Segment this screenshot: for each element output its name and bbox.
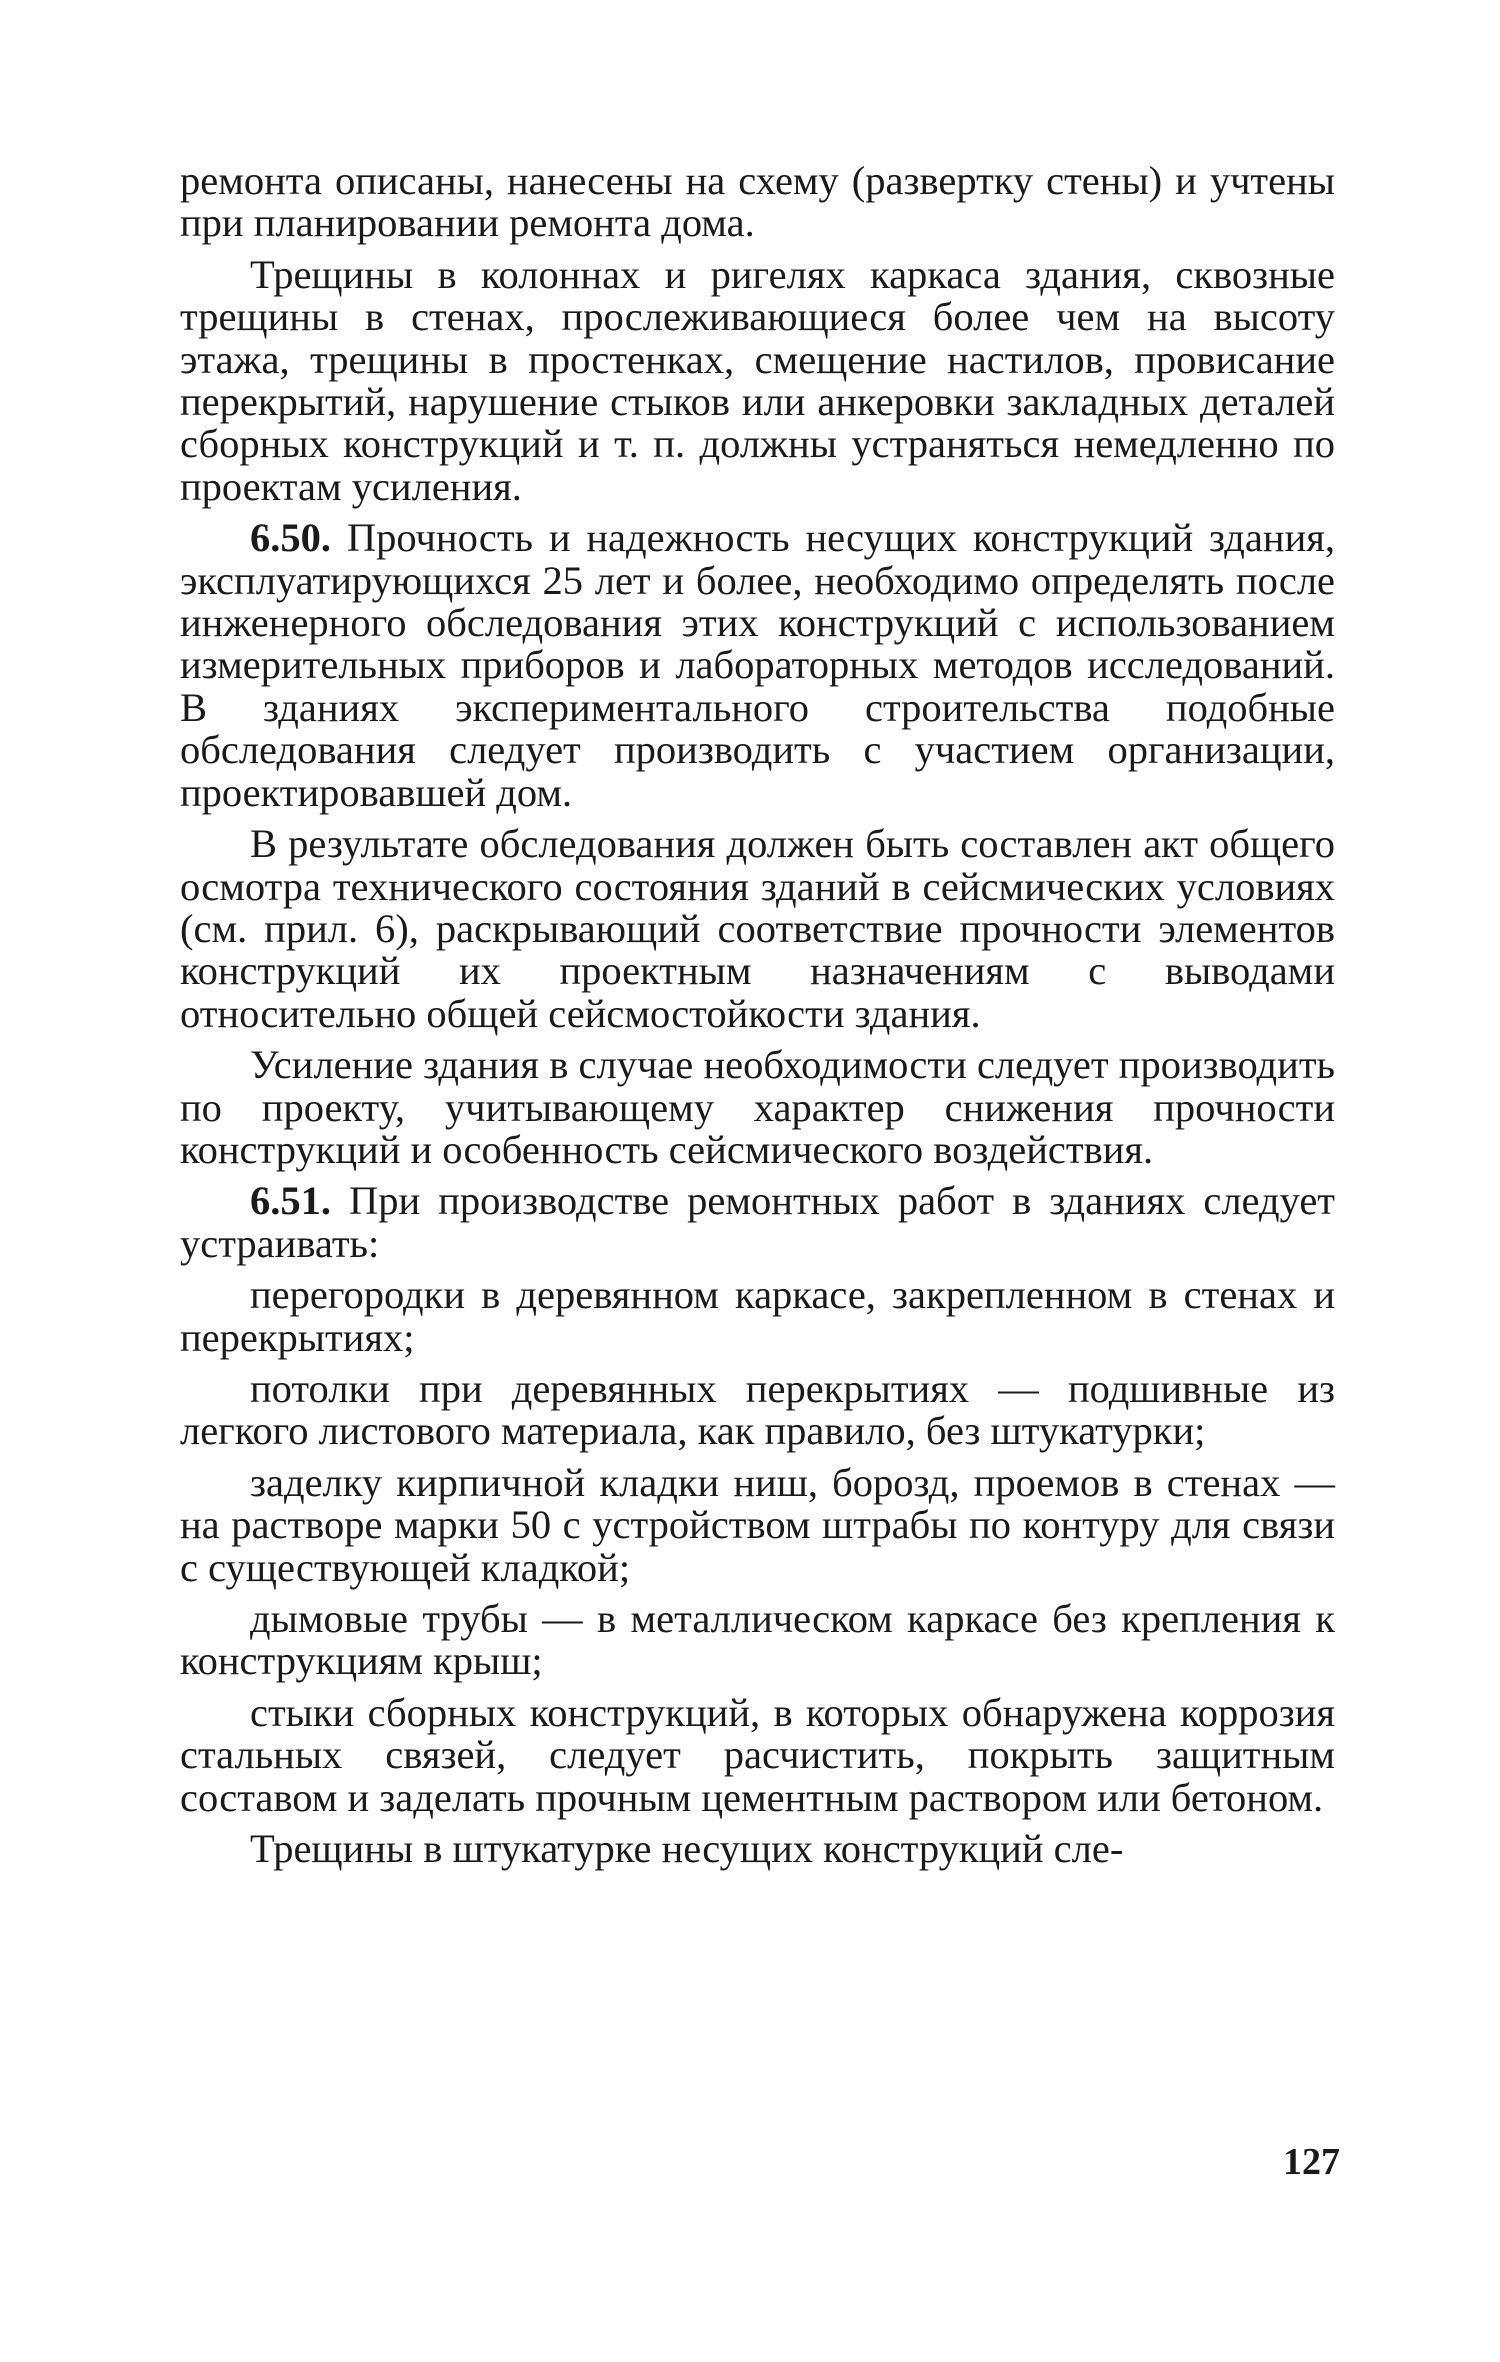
paragraph-cracks: Трещины в колоннах и ригелях каркаса здания, сквозные трещины в стенах, прослеживающиеся более чем на высоту этажа, трещины в простенках, смещение настилов, провисание перекрытий, нарушение стыков или анкеровки закладных деталей сборных конструкций и т. п. должны устраняться немедленно по проектам усиления. (180, 251, 1335, 509)
paragraph-6-51: 6.51. При производстве ремонтных работ в зданиях следует устраивать: (180, 1178, 1335, 1266)
paragraph-reinforcement: Усиление здания в случае необходимости следует производить по проекту, учитывающему характер снижения прочности конструкций и особенность сейсмического воздействия. (180, 1042, 1335, 1172)
list-item: дымовые трубы — в металлическом каркасе без крепления к конструкциям крыш; (180, 1596, 1335, 1684)
paragraph-inspection-act: В результате обследования должен быть составлен акт общего осмотра технического состояния зданий в сейсмических условиях (см. прил. 6), раскрывающий соответствие прочности элементов конструкций их проектным назначениям с выводами относительно общей сейсмостойкости здания. (180, 821, 1335, 1036)
list-item: заделку кирпичной кладки ниш, борозд, проемов в стенах — на растворе марки 50 с устройством штрабы по контуру для связи с существующей кладкой; (180, 1459, 1335, 1590)
paragraph-continuation: ремонта описаны, нанесены на схему (развертку стены) и учтены при планировании ремонта дома. (180, 158, 1335, 246)
list-item: потолки при деревянных перекрытиях — подшивные из легкого листового материала, как правило, без штукатурки; (180, 1365, 1335, 1454)
section-number: 6.50. (250, 515, 331, 561)
list-item: стыки сборных конструкций, в которых обнаружена коррозия стальных связей, следует расчистить, покрыть защитным составом и заделать прочным цементным раствором или бетоном. (180, 1689, 1335, 1820)
section-number: 6.51. (250, 1178, 331, 1224)
page-number: 127 (1283, 2141, 1340, 2183)
list-item: перегородки в деревянном каркасе, закрепленном в стенах и перекрытиях; (180, 1272, 1335, 1360)
page-body (180, 160, 1335, 1879)
paragraph-plaster-cracks: Трещины в штукатурке несущих конструкций сле- (250, 1826, 1124, 1872)
paragraph-6-50: 6.50. Прочность и надежность несущих конструкций здания, эксплуатирующихся 25 лет и более, необходимо определять после инженерного обследования этих конструкций с использованием измерительных приборов и лабораторных методов исследований. В зданиях экспериментального строительства подобные обследования следует производить с участием организации, проектировавшей дом. (180, 515, 1335, 815)
